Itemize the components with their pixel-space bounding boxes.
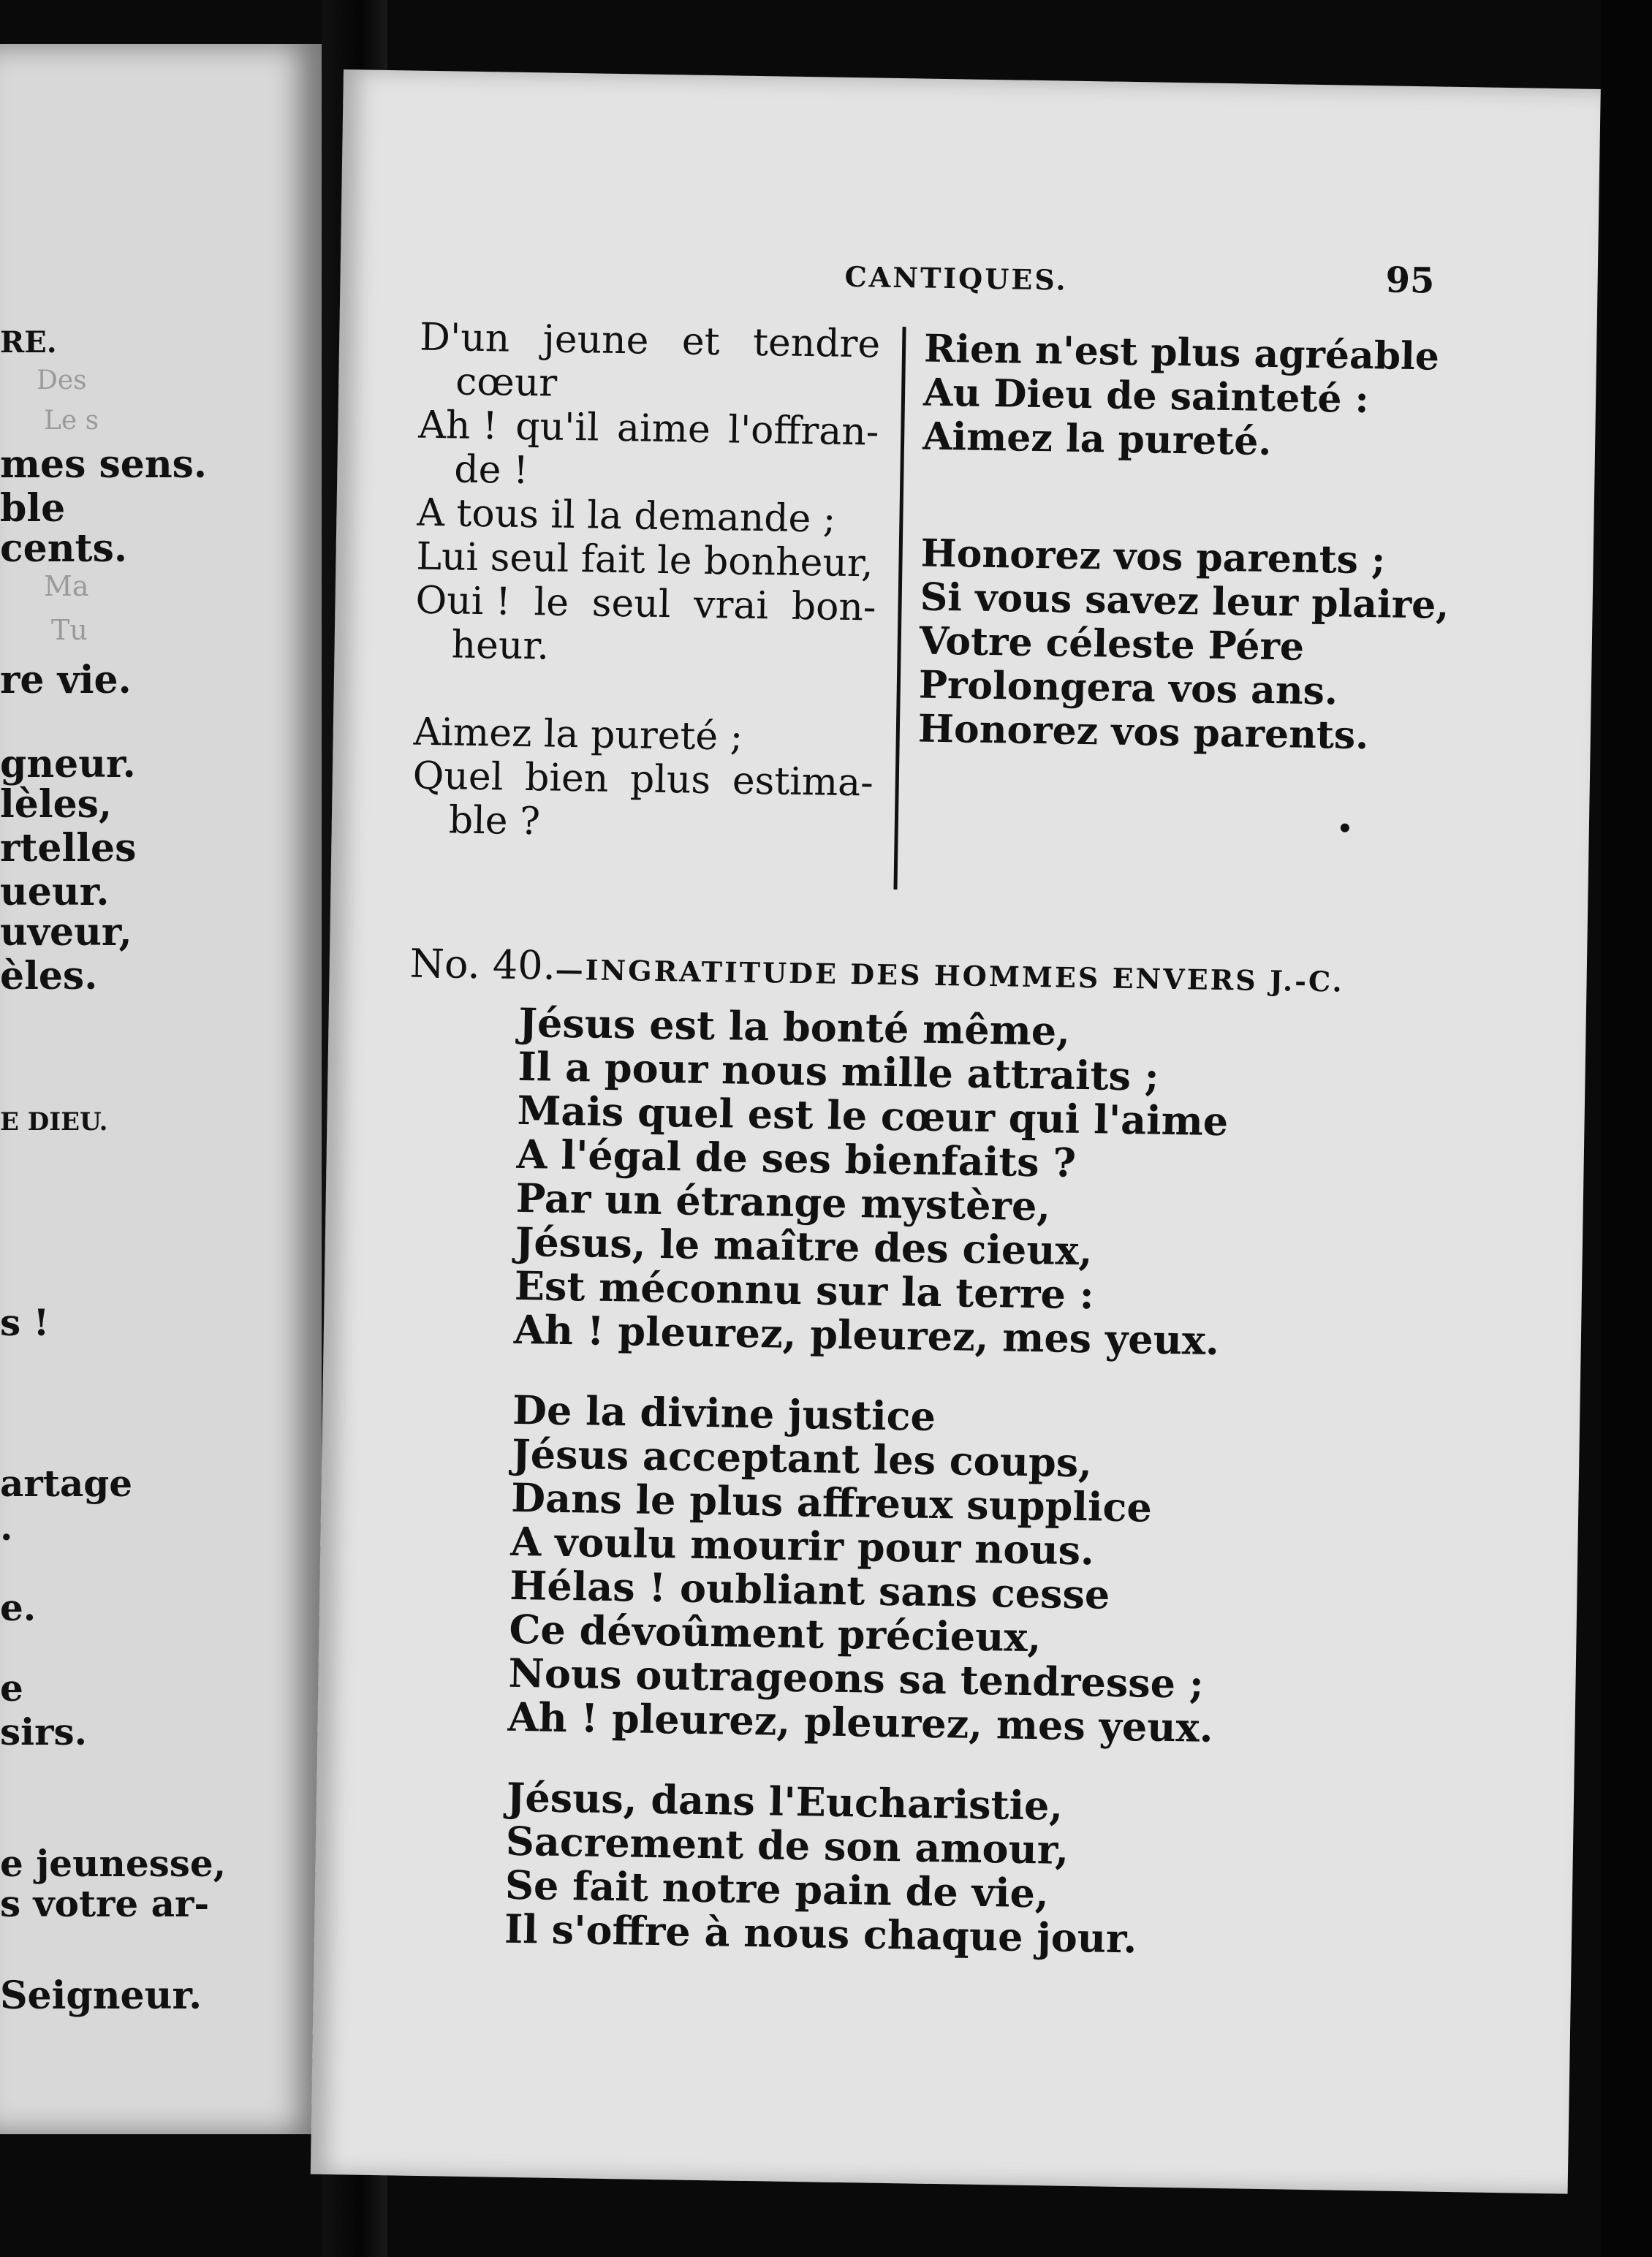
left-fragment: Ma bbox=[44, 570, 89, 602]
word: qu'il bbox=[515, 404, 600, 450]
verse-line: Jésus est la bonté même, bbox=[518, 998, 1071, 1055]
left-fragment: re vie. bbox=[0, 658, 132, 702]
word: l'offran- bbox=[727, 408, 879, 455]
right-column-verses bbox=[917, 327, 1453, 759]
hymn-number: No. 40. bbox=[409, 940, 556, 989]
verse-line: Au Dieu de sainteté : bbox=[922, 370, 1370, 422]
word: bon- bbox=[791, 584, 876, 630]
verse-line: Honorez vos parents ; bbox=[920, 531, 1386, 583]
verse-line: Est méconnu sur la terre : bbox=[514, 1262, 1095, 1319]
word: bien bbox=[524, 756, 609, 801]
word: aime bbox=[616, 406, 711, 452]
word: Quel bbox=[412, 754, 504, 800]
word: plus bbox=[629, 757, 711, 803]
ink-dot bbox=[1341, 824, 1349, 832]
left-fragment: cents. bbox=[0, 526, 127, 571]
stanza bbox=[504, 1775, 1218, 1962]
left-fragment: artage bbox=[0, 1462, 133, 1505]
left-column-verses bbox=[412, 316, 880, 849]
verse-line: Se fait notre pain de vie, bbox=[504, 1861, 1050, 1917]
verse-line: Ah ! pleurez, pleurez, mes yeux. bbox=[513, 1305, 1220, 1365]
left-fragment: Des bbox=[37, 365, 87, 395]
verse-line: Jésus, le maître des cieux, bbox=[515, 1218, 1093, 1275]
verse-line: Si vous savez leur plaire, bbox=[920, 574, 1450, 628]
verse-line: Dans le plus affreux supplice bbox=[510, 1473, 1153, 1531]
left-fragment: e jeunesse, bbox=[0, 1842, 227, 1885]
verse-line: A voulu mourir pour nous. bbox=[509, 1517, 1095, 1574]
word: D'un bbox=[419, 315, 510, 361]
verse-line: Il a pour nous mille attraits ; bbox=[518, 1042, 1160, 1100]
scan-background-edge bbox=[1601, 0, 1652, 2257]
verse-line: Nous outrageons sa tendresse ; bbox=[508, 1649, 1205, 1707]
right-page bbox=[311, 69, 1601, 2194]
verse-line: Ah ! pleurez, pleurez, mes yeux. bbox=[507, 1693, 1214, 1751]
verse-line: Aimez la pureté ; bbox=[413, 710, 743, 759]
running-head: CANTIQUES. bbox=[844, 259, 1068, 297]
verse-line: Prolongera vos ans. bbox=[918, 662, 1338, 714]
left-fragment: gneur. bbox=[0, 742, 136, 786]
word: et bbox=[681, 319, 721, 365]
word: Ah ! bbox=[417, 403, 499, 449]
left-fragment: e. bbox=[0, 1586, 37, 1629]
left-facing-page bbox=[0, 44, 322, 2134]
left-fragment: mes sens. bbox=[0, 442, 208, 487]
left-fragment: E DIEU. bbox=[0, 1107, 108, 1137]
verse-line bbox=[415, 579, 876, 630]
hymn-title: —INGRATITUDE DES HOMMES ENVERS J.-C. bbox=[555, 952, 1345, 998]
left-fragment: ueur. bbox=[0, 870, 110, 914]
verse-line: Votre céleste Pére bbox=[919, 618, 1305, 669]
stanza bbox=[507, 1388, 1224, 1750]
verse-line: Il s'offre à nous chaque jour. bbox=[504, 1905, 1137, 1962]
left-fragment: e bbox=[0, 1666, 23, 1710]
left-fragment: . bbox=[0, 1506, 13, 1549]
left-fragment: rtelles bbox=[0, 826, 137, 870]
word: seul bbox=[591, 581, 671, 627]
verse-line: Sacrement de son amour, bbox=[505, 1817, 1069, 1873]
verse-line: Par un étrange mystère, bbox=[515, 1174, 1051, 1230]
verse-line: Mais quel est le cœur qui l'aime bbox=[517, 1086, 1229, 1145]
page-number: 95 bbox=[1385, 259, 1435, 302]
left-fragment: lèles, bbox=[0, 782, 113, 827]
left-fragment: s votre ar- bbox=[0, 1882, 210, 1925]
verse-line: Aimez la pureté. bbox=[922, 414, 1272, 464]
left-fragment: Le s bbox=[44, 406, 99, 436]
left-fragment: uveur, bbox=[0, 910, 132, 955]
left-fragment: ble bbox=[0, 486, 66, 531]
word: vrai bbox=[693, 583, 769, 629]
word: jeune bbox=[542, 317, 649, 363]
verse-line: Ce dévoûment précieux, bbox=[509, 1605, 1042, 1661]
verse-line: heur. bbox=[451, 623, 550, 669]
verse-line: Jésus, dans l'Eucharistie, bbox=[506, 1773, 1064, 1829]
verse-line: Rien n'est plus agréable bbox=[923, 326, 1440, 379]
verse-line: ble ? bbox=[448, 798, 541, 844]
left-fragment: Seigneur. bbox=[0, 1973, 202, 2018]
verse-line bbox=[412, 754, 874, 805]
column-divider-rule bbox=[893, 327, 906, 889]
stanza bbox=[513, 998, 1229, 1365]
verse-line: Hélas ! oubliant sans cesse bbox=[509, 1561, 1110, 1618]
verse-line: A tous il la demande ; bbox=[417, 490, 836, 542]
left-fragment: s ! bbox=[0, 1301, 50, 1344]
verse-line: A l'égal de ses bienfaits ? bbox=[516, 1130, 1077, 1186]
verse-line: De la divine justice bbox=[512, 1386, 936, 1440]
verse-line: Jésus acceptant les coups, bbox=[511, 1430, 1093, 1487]
left-fragment: Tu bbox=[51, 614, 88, 646]
verse-line bbox=[420, 316, 881, 367]
left-fragment: RE. bbox=[0, 325, 57, 360]
verse-line: Lui seul fait le bonheur, bbox=[416, 534, 874, 586]
verse-line: cœur bbox=[455, 360, 558, 406]
hymn-heading bbox=[409, 941, 1344, 1001]
word: tendre bbox=[752, 320, 881, 367]
verse-line: Honorez vos parents. bbox=[917, 706, 1369, 759]
verse-line: de ! bbox=[453, 447, 529, 493]
word: le bbox=[534, 580, 569, 625]
hymn-verses bbox=[504, 998, 1230, 1998]
word: Oui ! bbox=[415, 578, 512, 624]
verse-line bbox=[418, 403, 879, 455]
word: estima- bbox=[732, 759, 874, 805]
left-fragment: èles. bbox=[0, 954, 98, 998]
left-fragment: sirs. bbox=[0, 1710, 88, 1753]
